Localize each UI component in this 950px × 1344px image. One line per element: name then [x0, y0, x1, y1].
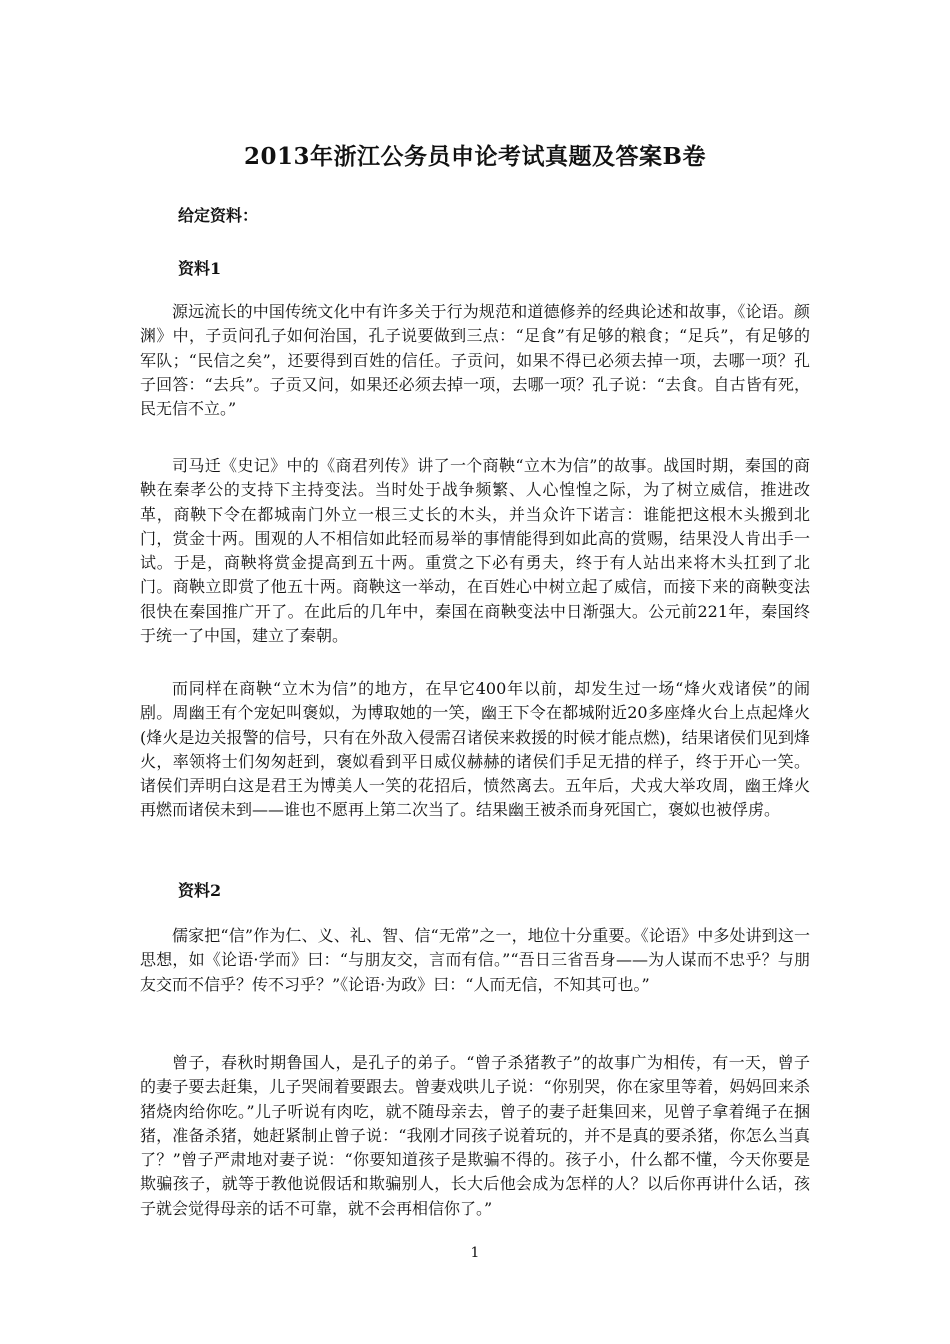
paragraph: 曾子，春秋时期鲁国人，是孔子的弟子。“曾子杀猪教子”的故事广为相传，有一天，曾子的妻子要去赶集，儿子哭闹着要跟去。曾妻戏哄儿子说：“你别哭，你在家里等着，妈妈回来杀猪烧肉给你吃。”儿子听说有肉吃，就不随母亲去，曾子的妻子赶集回来，见曾子拿着绳子在捆猪，准备杀猪，她赶紧制止曾子说：“我刚才同孩子说着玩的，并不是真的要杀猪，你怎么当真了？”曾子严肃地对妻子说：“你要知道孩子是欺骗不得的。孩子小，什么都不懂，今天你要是欺骗孩子，就等于教他说假话和欺骗别人，长大后他会成为怎样的人？以后你再讲什么话，孩子就会觉得母亲的话不可靠，就不会再相信你了。”: [140, 1053, 810, 1218]
page-number: 1: [470, 1245, 480, 1261]
section-heading: 资料1: [178, 259, 222, 278]
paragraph: 儒家把“信”作为仁、义、礼、智、信“无常”之一，地位十分重要。《论语》中多处讲到这一思想，如《论语·学而》曰：“与朋友交，言而有信。”“吾日三省吾身——为人谋而不忠乎？与朋友交而不信乎？传不习乎？”《论语·为政》曰：“人而无信，不知其可也。”: [140, 926, 810, 994]
section-heading: 资料2: [178, 881, 222, 900]
paragraph: 源远流长的中国传统文化中有许多关于行为规范和道德修养的经典论述和故事，《论语。颜渊》中，子贡问孔子如何治国，孔子说要做到三点：“足食”有足够的粮食；“足兵”，有足够的军队；“民信之矣”，还要得到百姓的信任。子贡问，如果不得已必须去掉一项，去哪一项？孔子回答：“去兵”。子贡又问，如果还必须去掉一项，去哪一项？孔子说：“去食。自古皆有死，民无信不立。”: [140, 302, 810, 419]
paragraph: 而同样在商鞅“立木为信”的地方，在早它400年以前，却发生过一场“烽火戏诸侯”的闹剧。周幽王有个宠妃叫褒姒，为博取她的一笑，幽王下令在都城附近20多座烽火台上点起烽火(烽火是边关报警的信号，只有在外敌入侵需召诸侯来救援的时候才能点燃)，结果诸侯们见到烽火，率领将士们匆匆赶到，褒姒看到平日威仪赫赫的诸侯们手足无措的样子，终于开心一笑。诸侯们弄明白这是君王为博美人一笑的花招后，愤然离去。五年后，犬戎大举攻周，幽王烽火再燃而诸侯未到——谁也不愿再上第二次当了。结果幽王被杀而身死国亡，褒姒也被俘虏。: [140, 679, 810, 820]
document-title: 2013年浙江公务员申论考试真题及答案B卷: [244, 143, 706, 170]
given-materials-label: 给定资料：: [178, 206, 259, 225]
paragraph: 司马迁《史记》中的《商君列传》讲了一个商鞅“立木为信”的故事。战国时期，秦国的商鞅在秦孝公的支持下主持变法。当时处于战争频繁、人心惶惶之际，为了树立威信，推进改革，商鞅下令在都城南门外立一根三丈长的木头，并当众许下诺言：谁能把这根木头搬到北门，赏金十两。围观的人不相信如此轻而易举的事情能得到如此高的赏赐，结果没人肯出手一试。于是，商鞅将赏金提高到五十两。重赏之下必有勇夫，终于有人站出来将木头扛到了北门。商鞅立即赏了他五十两。商鞅这一举动，在百姓心中树立起了威信，而接下来的商鞅变法很快在秦国推广开了。在此后的几年中，秦国在商鞅变法中日渐强大。公元前221年，秦国终于统一了中国，建立了秦朝。: [140, 456, 810, 646]
